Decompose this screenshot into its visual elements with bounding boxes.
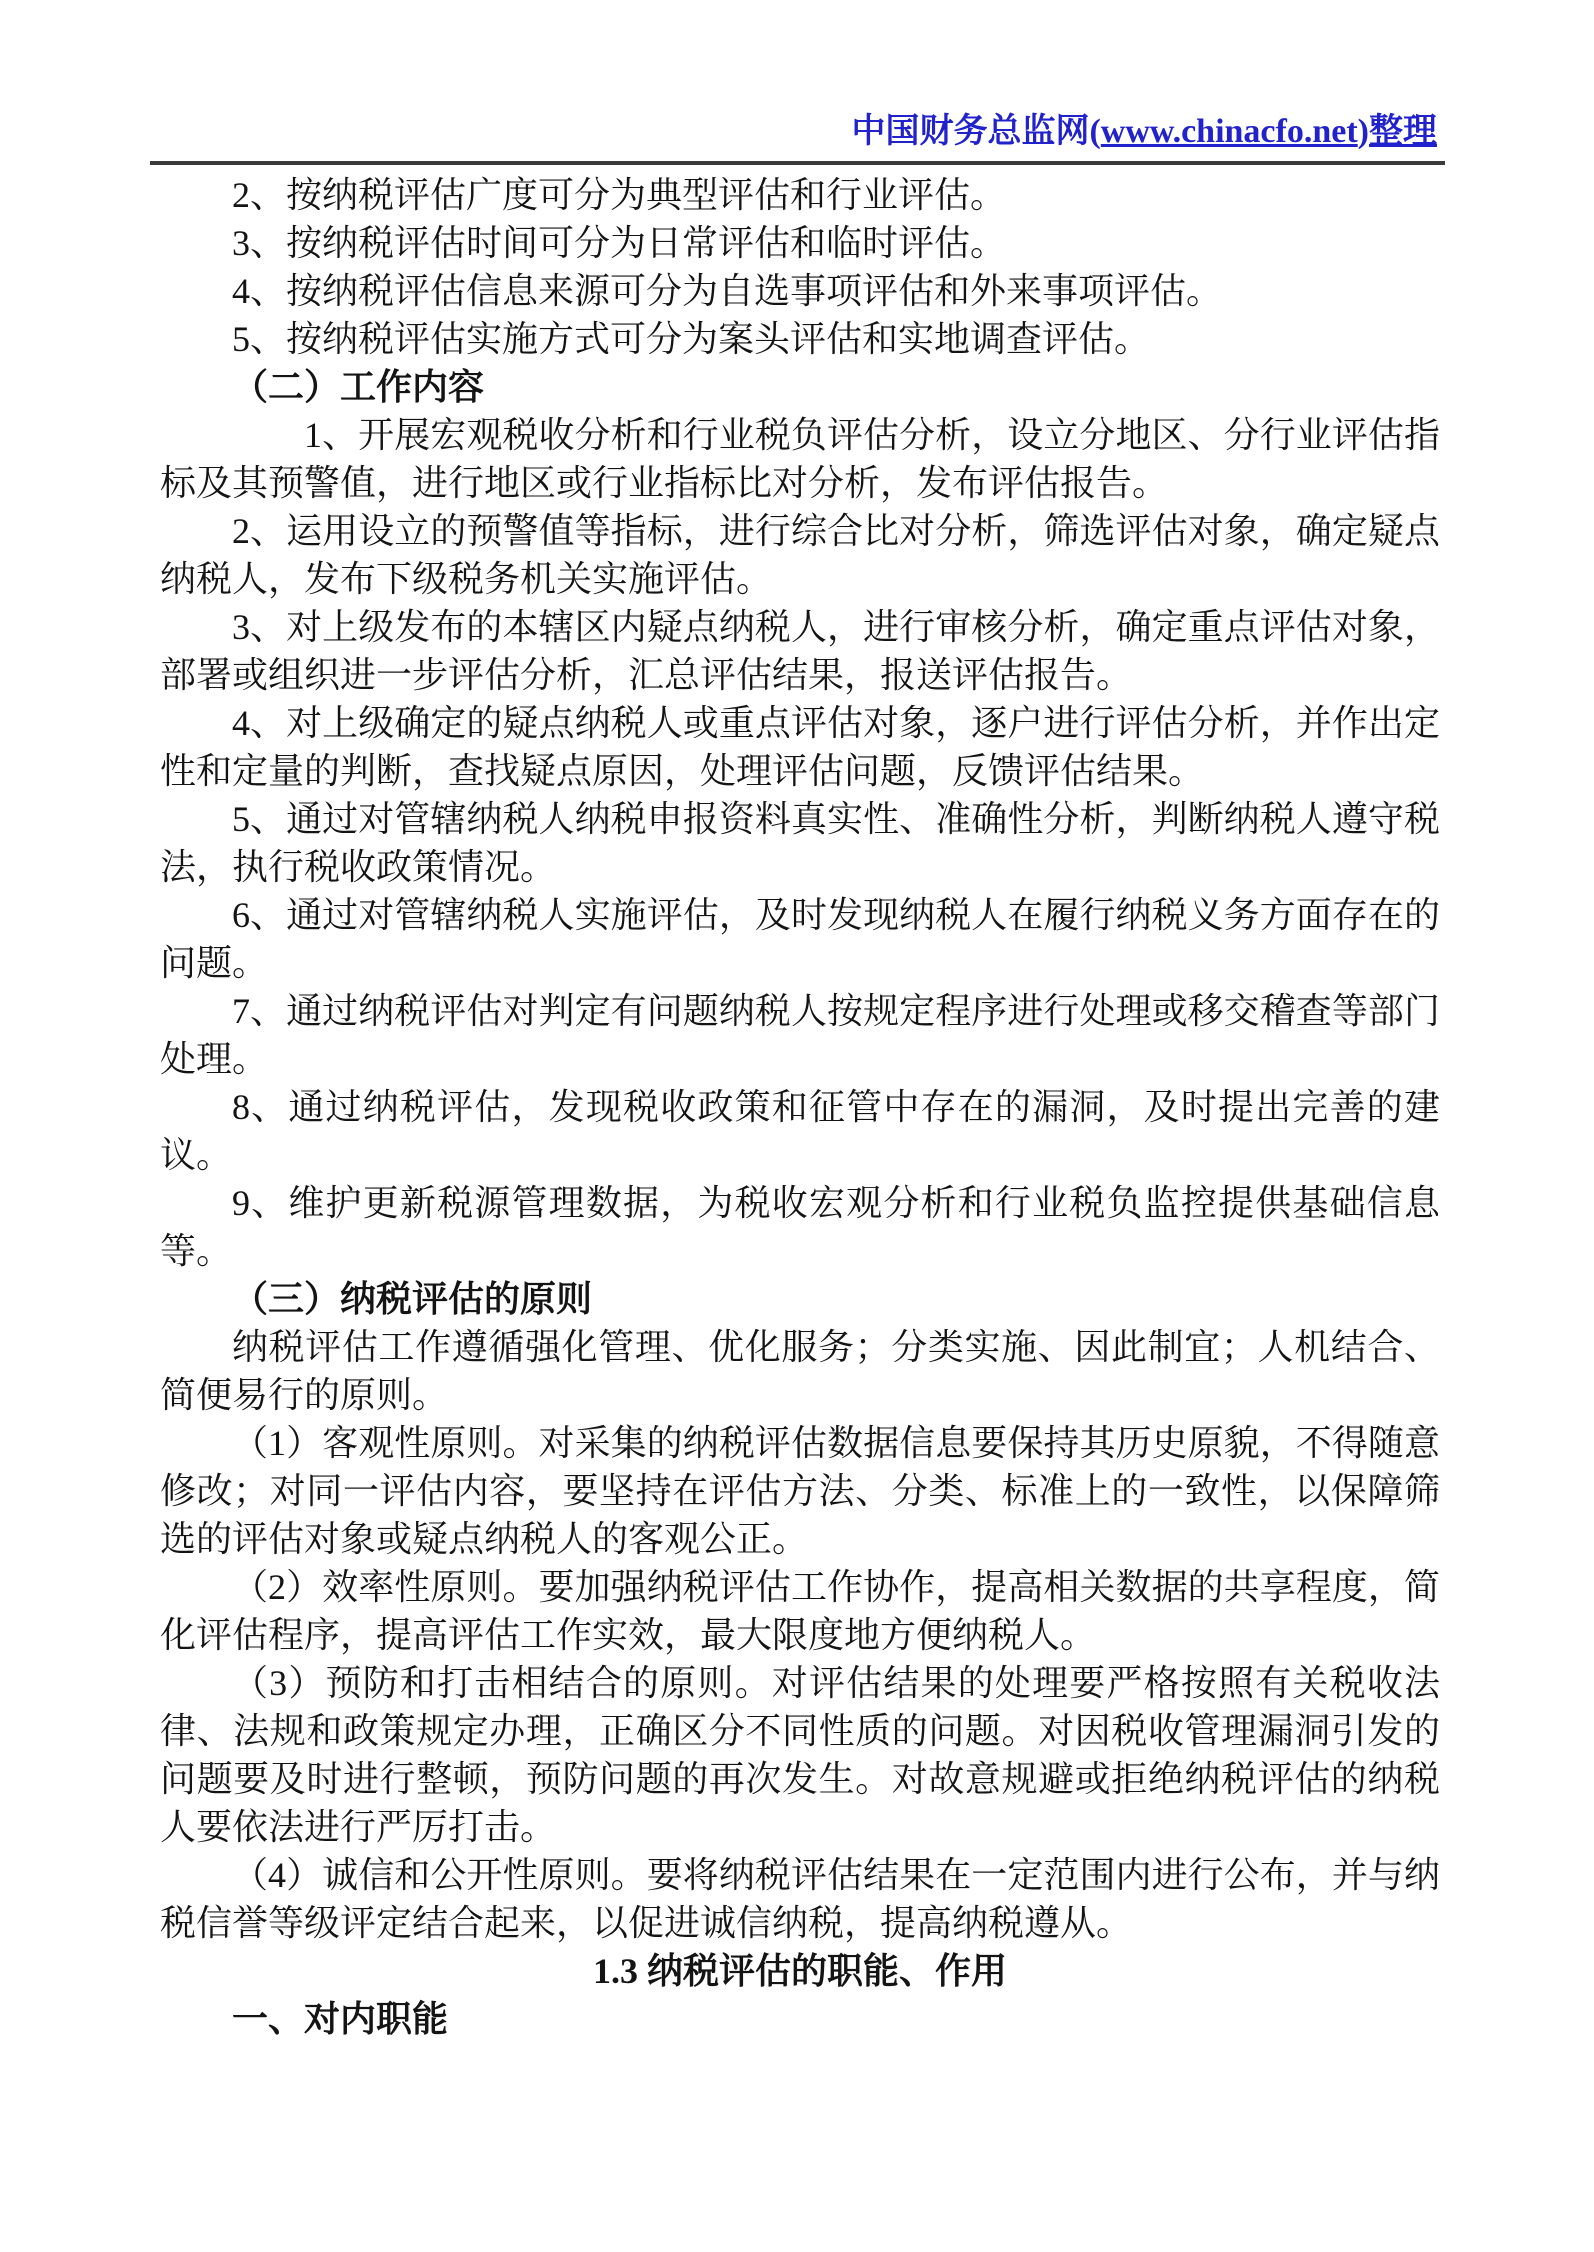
work-content-item-7: 7、通过纳税评估对判定有问题纳税人按规定程序进行处理或移交稽查等部门处理。 — [160, 991, 1440, 1079]
document-body — [160, 171, 1440, 2043]
principle-3-prevention: （3）预防和打击相结合的原则。对评估结果的处理要严格按照有关税收法律、法规和政策规定办理，正确区分不同性质的问题。对因税收管理漏洞引发的问题要及时进行整顿，预防问题的再次发生。对故意规避或拒绝纳税评估的纳税人要依法进行严厉打击。 — [160, 1663, 1440, 1847]
chinacfo-link[interactable]: www.chinacfo.net — [1100, 113, 1358, 150]
principles-intro: 纳税评估工作遵循强化管理、优化服务；分类实施、因此制宜；人机结合、简便易行的原则。 — [160, 1327, 1440, 1415]
work-content-item-3: 3、对上级发布的本辖区内疑点纳税人，进行审核分析，确定重点评估对象，部署或组织进一步评估分析，汇总评估结果，报送评估报告。 — [160, 607, 1440, 695]
header-rule — [150, 161, 1445, 165]
principle-4-integrity: （4）诚信和公开性原则。要将纳税评估结果在一定范围内进行公布，并与纳税信誉等级评定结合起来，以促进诚信纳税，提高纳税遵从。 — [160, 1855, 1440, 1943]
chapter-heading-1-3: 1.3 纳税评估的职能、作用 — [592, 1951, 1007, 1991]
section-heading-principles: （三）纳税评估的原则 — [232, 1279, 593, 1319]
work-content-item-2: 2、运用设立的预警值等指标，进行综合比对分析，筛选评估对象，确定疑点纳税人，发布下级税务机关实施评估。 — [160, 511, 1440, 599]
list-item-classification-2: 2、按纳税评估广度可分为典型评估和行业评估。 — [232, 175, 1007, 215]
work-content-item-8: 8、通过纳税评估，发现税收政策和征管中存在的漏洞，及时提出完善的建议。 — [160, 1087, 1440, 1175]
list-item-classification-5: 5、按纳税评估实施方式可分为案头评估和实地调查评估。 — [232, 319, 1151, 359]
principle-2-efficiency: （2）效率性原则。要加强纳税评估工作协作，提高相关数据的共享程度，简化评估程序，提高评估工作实效，最大限度地方便纳税人。 — [160, 1567, 1440, 1655]
section-heading-internal-functions: 一、对内职能 — [232, 1999, 449, 2039]
header-suffix: 整理 — [1369, 113, 1437, 150]
section-heading-work-content: （二）工作内容 — [232, 367, 485, 407]
work-content-item-6: 6、通过对管辖纳税人实施评估，及时发现纳税人在履行纳税义务方面存在的问题。 — [160, 895, 1440, 983]
work-content-item-4: 4、对上级确定的疑点纳税人或重点评估对象，逐户进行评估分析，并作出定性和定量的判断，查找疑点原因，处理评估问题，反馈评估结果。 — [160, 703, 1440, 791]
page-header — [0, 112, 1437, 153]
list-item-classification-4: 4、按纳税评估信息来源可分为自选事项评估和外来事项评估。 — [232, 271, 1223, 311]
list-item-classification-3: 3、按纳税评估时间可分为日常评估和临时评估。 — [232, 223, 1007, 263]
work-content-item-9: 9、维护更新税源管理数据，为税收宏观分析和行业税负监控提供基础信息等。 — [160, 1183, 1440, 1271]
work-content-item-5: 5、通过对管辖纳税人纳税申报资料真实性、准确性分析，判断纳税人遵守税法，执行税收政策情况。 — [160, 799, 1440, 887]
work-content-item-1: 1、开展宏观税收分析和行业税负评估分析，设立分地区、分行业评估指标及其预警值，进行地区或行业指标比对分析，发布评估报告。 — [160, 415, 1440, 503]
header-close-paren: ) — [1357, 113, 1369, 150]
principle-1-objectivity: （1）客观性原则。对采集的纳税评估数据信息要保持其历史原貌，不得随意修改；对同一评估内容，要坚持在评估方法、分类、标准上的一致性，以保障筛选的评估对象或疑点纳税人的客观公正。 — [160, 1423, 1440, 1559]
header-site-name: 中国财务总监网( — [851, 113, 1101, 150]
